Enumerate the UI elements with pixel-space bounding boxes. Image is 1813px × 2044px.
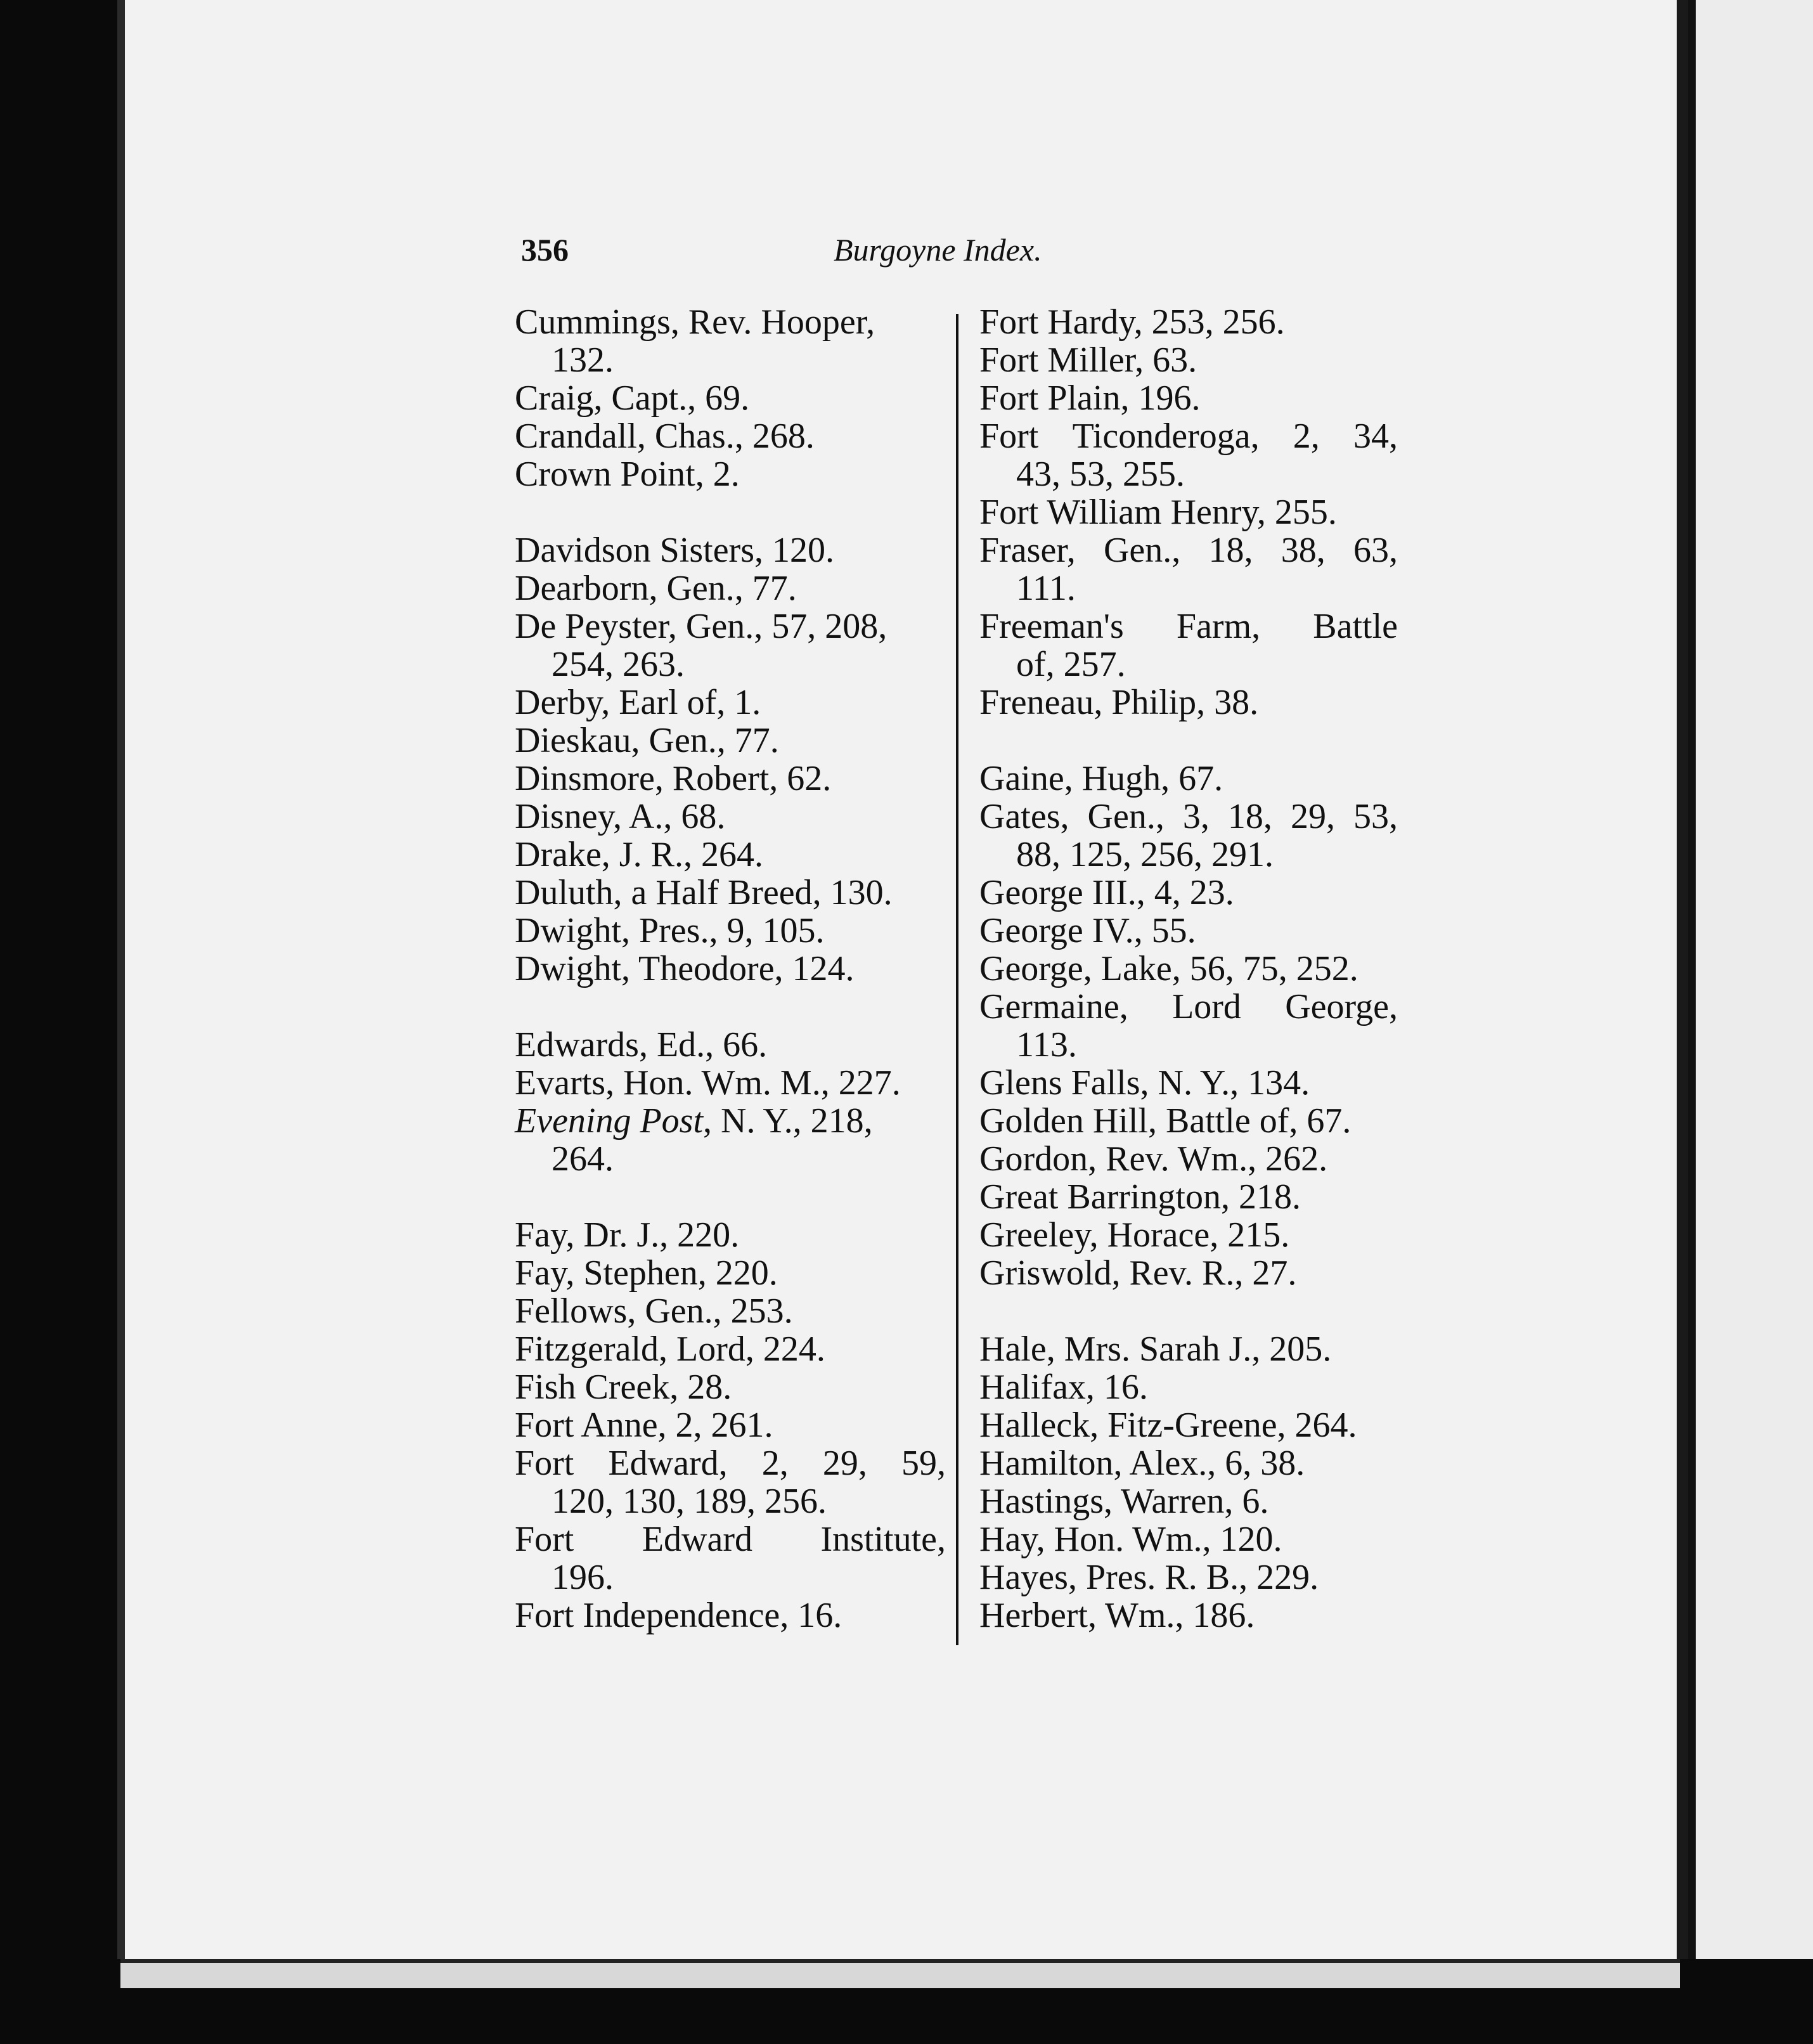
index-entry: Fay, Stephen, 220. — [515, 1253, 778, 1293]
index-entry: Dwight, Pres., 9, 105. — [515, 911, 825, 950]
index-entry: Gordon, Rev. Wm., 262. — [979, 1139, 1328, 1179]
section-gap — [979, 1292, 1398, 1330]
index-entry: George III., 4, 23. — [979, 873, 1234, 912]
index-entry: Halleck, Fitz-Greene, 264. — [979, 1406, 1357, 1445]
index-entry: Griswold, Rev. R., 27. — [979, 1253, 1297, 1293]
index-entry: Craig, Capt., 69. — [515, 378, 750, 418]
section-gap — [515, 1178, 946, 1216]
index-entry: Fraser, Gen., 18, 38, 63, — [979, 531, 1398, 570]
index-entry: Dieskau, Gen., 77. — [515, 721, 779, 760]
index-entry: Fish Creek, 28. — [515, 1368, 732, 1407]
column-divider — [956, 314, 958, 1645]
entry-text: , N. Y., 218, — [703, 1101, 873, 1141]
index-entry: George, Lake, 56, 75, 252. — [979, 949, 1358, 988]
index-entry-continuation: 254, 263. — [552, 645, 685, 684]
index-entry: Fort Miller, 63. — [979, 340, 1197, 380]
facing-page-edge — [1693, 0, 1813, 2044]
index-entry: Disney, A., 68. — [515, 797, 726, 836]
index-entry: Davidson Sisters, 120. — [515, 531, 834, 570]
index-entry: Cummings, Rev. Hooper, — [515, 302, 875, 342]
index-entry: Fort Ticonderoga, 2, 34, — [979, 417, 1398, 456]
index-entry: Crown Point, 2. — [515, 455, 740, 494]
index-entry: Fort Edward, 2, 29, 59, — [515, 1444, 946, 1483]
index-entry: Dwight, Theodore, 124. — [515, 949, 855, 988]
index-entry-continuation: 264. — [552, 1139, 614, 1179]
index-entry: De Peyster, Gen., 57, 208, — [515, 607, 887, 646]
index-entry-continuation: 88, 125, 256, 291. — [1016, 835, 1274, 874]
index-entry: Hamilton, Alex., 6, 38. — [979, 1444, 1305, 1483]
index-entry: Fort Anne, 2, 261. — [515, 1406, 773, 1445]
index-entry: Evarts, Hon. Wm. M., 227. — [515, 1063, 901, 1103]
index-entry: Crandall, Chas., 268. — [515, 417, 815, 456]
index-entry: George IV., 55. — [979, 911, 1196, 950]
index-entry: Hale, Mrs. Sarah J., 205. — [979, 1329, 1332, 1369]
page-bottom-edge — [120, 1959, 1680, 1988]
index-entry: Dearborn, Gen., 77. — [515, 569, 797, 608]
index-entry: Fellows, Gen., 253. — [515, 1291, 793, 1331]
index-entry: Gates, Gen., 3, 18, 29, 53, — [979, 797, 1398, 836]
index-column-right — [979, 303, 1398, 1634]
index-column-left — [515, 303, 946, 1634]
index-entry-continuation: 43, 53, 255. — [1016, 455, 1185, 494]
index-entry: Freneau, Philip, 38. — [979, 683, 1259, 722]
index-entry: Freeman's Farm, Battle — [979, 607, 1398, 646]
index-entry: Derby, Earl of, 1. — [515, 683, 761, 722]
index-entry: Fort Edward Institute, — [515, 1520, 946, 1559]
index-entry: Glens Falls, N. Y., 134. — [979, 1063, 1310, 1103]
index-entry: Gaine, Hugh, 67. — [979, 759, 1223, 798]
page-title: Burgoyne Index. — [834, 232, 1042, 268]
index-entry: Hayes, Pres. R. B., 229. — [979, 1558, 1319, 1597]
italic-title: Evening Post — [515, 1101, 704, 1141]
index-entry: Fitzgerald, Lord, 224. — [515, 1329, 825, 1369]
index-entry-continuation: 111. — [1016, 569, 1076, 608]
index-entry: Fort Hardy, 253, 256. — [979, 302, 1285, 342]
index-entry-continuation: 120, 130, 189, 256. — [552, 1482, 827, 1521]
index-entry: Edwards, Ed., 66. — [515, 1025, 768, 1064]
page-number: 356 — [521, 232, 569, 268]
index-entry — [515, 1102, 946, 1140]
section-gap — [515, 988, 946, 1026]
index-entry: Herbert, Wm., 186. — [979, 1596, 1255, 1635]
index-entry: Halifax, 16. — [979, 1368, 1148, 1407]
index-entry: Fay, Dr. J., 220. — [515, 1215, 740, 1255]
index-entry-continuation: 196. — [552, 1558, 614, 1597]
index-entry: Fort William Henry, 255. — [979, 493, 1337, 532]
index-entry: Golden Hill, Battle of, 67. — [979, 1101, 1352, 1141]
index-entry: Fort Independence, 16. — [515, 1596, 842, 1635]
index-entry: Hastings, Warren, 6. — [979, 1482, 1269, 1521]
index-entry: Hay, Hon. Wm., 120. — [979, 1520, 1282, 1559]
index-entry: Great Barrington, 218. — [979, 1177, 1301, 1217]
index-entry: Fort Plain, 196. — [979, 378, 1201, 418]
running-head — [521, 231, 1092, 282]
index-entry: Germaine, Lord George, — [979, 987, 1398, 1026]
section-gap — [979, 721, 1398, 760]
index-entry-continuation: of, 257. — [1016, 645, 1126, 684]
index-entry: Drake, J. R., 264. — [515, 835, 763, 874]
section-gap — [515, 493, 946, 531]
index-entry-continuation: 113. — [1016, 1025, 1077, 1064]
index-entry: Greeley, Horace, 215. — [979, 1215, 1290, 1255]
index-entry-continuation: 132. — [552, 340, 614, 380]
index-entry: Dinsmore, Robert, 62. — [515, 759, 832, 798]
index-entry: Duluth, a Half Breed, 130. — [515, 873, 893, 912]
